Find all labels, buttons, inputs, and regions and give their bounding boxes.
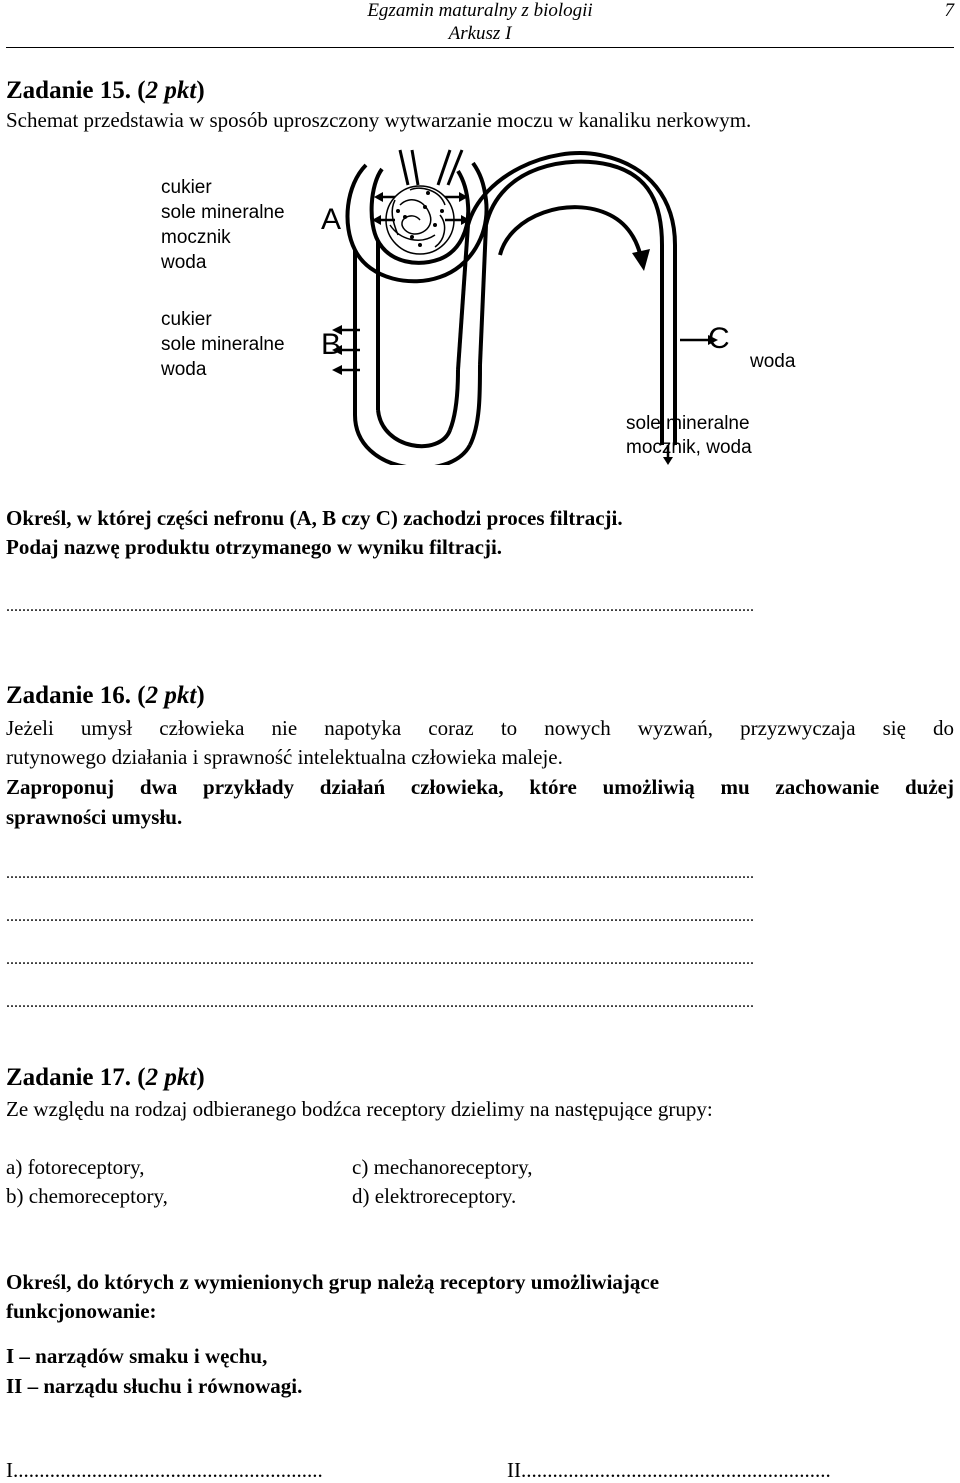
diagram-label-b: B <box>321 328 342 361</box>
diagram-label-c: C <box>708 322 730 355</box>
diagram-a-items <box>161 175 285 275</box>
task16-answer-line-3[interactable]: ........................................................................................................................................................................................... <box>6 951 754 968</box>
task16-answer-line-2[interactable]: ........................................................................................................................................................................................... <box>6 908 754 925</box>
option-a: a) fotoreceptory, <box>6 1155 145 1179</box>
header-title: Egzamin maturalny z biologii <box>367 0 593 21</box>
b-item-1: sole mineralne <box>161 334 285 355</box>
diagram-b-items <box>161 307 285 382</box>
task15-question1: Określ, w której części nefronu (A, B czy C) zachodzi proces filtracji. <box>6 506 623 530</box>
task16-question-line1: Zaproponuj dwa przykłady działań człowieka, które umożliwią mu zachowanie dużej <box>6 775 954 799</box>
b-item-0: cukier <box>161 309 212 330</box>
diagram-label-a: A <box>321 203 342 236</box>
task17-points-open: ( <box>137 1064 146 1091</box>
task16-answer-line-1[interactable]: ........................................................................................................................................................................................... <box>6 865 754 882</box>
a-item-3: woda <box>161 252 207 273</box>
task16-heading <box>6 682 205 710</box>
a-item-2: mocznik <box>161 227 231 248</box>
task17-item-1: I – narządów smaku i węchu, <box>6 1344 268 1368</box>
task17-answer-ii[interactable]: II........................................................... <box>507 1458 831 1482</box>
task17-heading <box>6 1064 205 1092</box>
task16-title: Zadanie 16. <box>6 682 132 709</box>
option-d: d) elektroreceptory. <box>352 1184 517 1208</box>
diagram-bottom-items <box>626 412 752 460</box>
task17-question-line1: Określ, do których z wymienionych grup należą receptory umożliwiające <box>6 1270 660 1294</box>
task15-question2: Podaj nazwę produktu otrzymanego w wyniku filtracji. <box>6 535 503 559</box>
task15-heading <box>6 77 205 105</box>
diagram-c-water: woda <box>750 351 796 372</box>
task15-answer-line[interactable]: ........................................................................................................................................................................................... <box>6 598 754 615</box>
task15-points-open: ( <box>137 77 146 104</box>
page-number: 7 <box>944 0 954 21</box>
header-rule <box>6 47 954 48</box>
bottom-item-0: sole mineralne <box>626 413 750 434</box>
option-b: b) chemoreceptory, <box>6 1184 168 1208</box>
bottom-item-1: mocznik, woda <box>626 437 752 458</box>
task17-question-line2: funkcjonowanie: <box>6 1299 157 1323</box>
task17-title: Zadanie 17. <box>6 1064 132 1091</box>
b-item-2: woda <box>161 359 207 380</box>
task15-title: Zadanie 15. <box>6 77 132 104</box>
a-item-1: sole mineralne <box>161 202 285 223</box>
task16-points-open: ( <box>137 682 146 709</box>
task17-points: 2 pkt <box>145 1064 197 1091</box>
task16-points-close: ) <box>196 682 205 709</box>
task17-answer-i[interactable]: I........................................................... <box>6 1458 323 1482</box>
task16-answer-line-4[interactable]: ........................................................................................................................................................................................... <box>6 994 754 1011</box>
task16-question-line2: sprawności umysłu. <box>6 805 183 829</box>
header-subtitle: Arkusz I <box>448 23 512 44</box>
task17-intro: Ze względu na rodzaj odbieranego bodźca receptory dzielimy na następujące grupy: <box>6 1097 713 1121</box>
task17-points-close: ) <box>196 1064 205 1091</box>
a-item-0: cukier <box>161 177 212 198</box>
task17-item-2: II – narządu słuchu i równowagi. <box>6 1374 303 1398</box>
task16-points: 2 pkt <box>145 682 197 709</box>
task16-text-line1: Jeżeli umysł człowieka nie napotyka coraz to nowych wyzwań, przyzwyczaja się do <box>6 716 954 740</box>
task15-points: 2 pkt <box>145 77 197 104</box>
task15-points-close: ) <box>196 77 205 104</box>
task15-intro: Schemat przedstawia w sposób uproszczony wytwarzanie moczu w kanaliku nerkowym. <box>6 108 752 132</box>
option-c: c) mechanoreceptory, <box>352 1155 533 1179</box>
task16-text-line2: rutynowego działania i sprawność intelektualna człowieka maleje. <box>6 745 563 769</box>
